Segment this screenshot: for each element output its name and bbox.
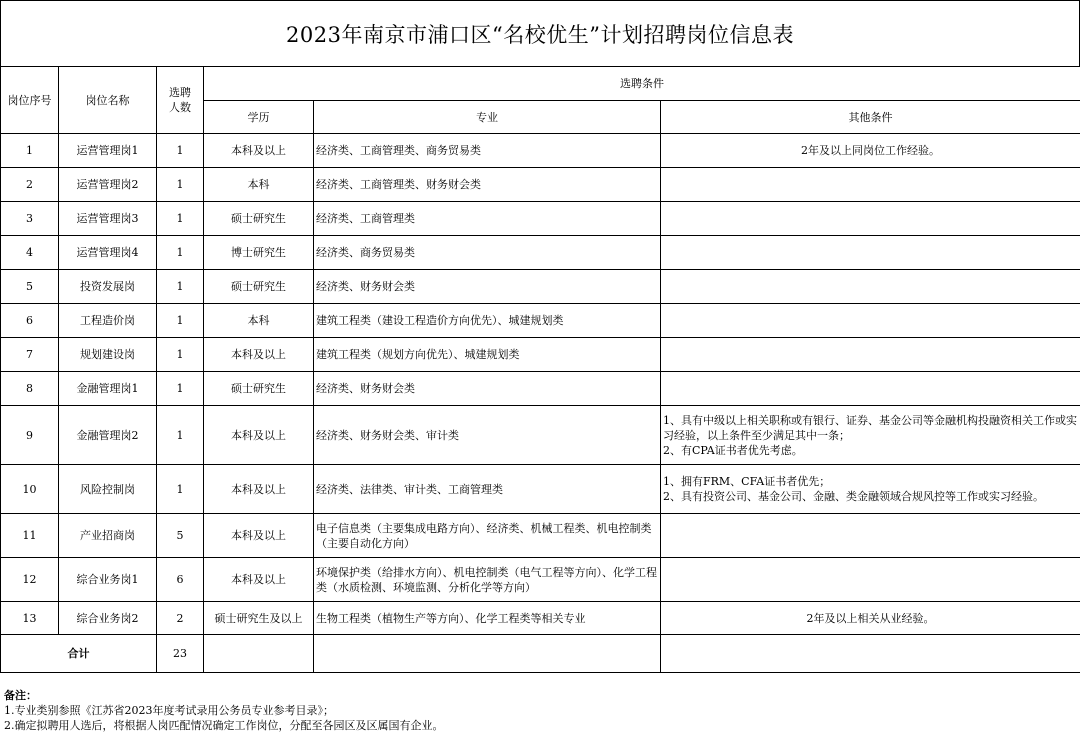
cell-other bbox=[661, 558, 1080, 602]
cell-major: 经济类、商务贸易类 bbox=[314, 236, 661, 270]
cell-education: 硕士研究生 bbox=[204, 202, 314, 236]
cell-name: 综合业务岗2 bbox=[59, 602, 157, 635]
cell-seq: 1 bbox=[1, 134, 59, 168]
cell-seq: 13 bbox=[1, 602, 59, 635]
notes-item: 1.专业类别参照《江苏省2023年度考试录用公务员专业参考目录》； bbox=[4, 704, 334, 717]
cell-count: 1 bbox=[157, 304, 204, 338]
cell-count: 6 bbox=[157, 558, 204, 602]
cell-name: 产业招商岗 bbox=[59, 514, 157, 558]
cell-count: 1 bbox=[157, 202, 204, 236]
cell-name: 金融管理岗1 bbox=[59, 372, 157, 406]
cell-seq: 2 bbox=[1, 168, 59, 202]
cell-count: 1 bbox=[157, 134, 204, 168]
header-row-1 bbox=[1, 67, 1080, 101]
total-education bbox=[204, 635, 314, 673]
table-row bbox=[1, 514, 1080, 558]
table-row bbox=[1, 270, 1080, 304]
notes bbox=[4, 688, 1074, 733]
cell-other bbox=[661, 202, 1080, 236]
table-row bbox=[1, 168, 1080, 202]
cell-count: 1 bbox=[157, 168, 204, 202]
table-row bbox=[1, 465, 1080, 514]
cell-major: 生物工程类（植物生产等方向）、化学工程类等相关专业 bbox=[314, 602, 661, 635]
cell-other: 1、具有中级以上相关职称或有银行、证券、基金公司等金融机构投融资相关工作或实习经验，以上条件至少满足其中一条； 2、有CPA证书者优先考虑。 bbox=[661, 406, 1080, 465]
cell-other bbox=[661, 514, 1080, 558]
table-row bbox=[1, 372, 1080, 406]
table-row bbox=[1, 338, 1080, 372]
header-other: 其他条件 bbox=[661, 101, 1080, 134]
cell-education: 本科及以上 bbox=[204, 465, 314, 514]
table-row bbox=[1, 558, 1080, 602]
cell-name: 工程造价岗 bbox=[59, 304, 157, 338]
table-row bbox=[1, 134, 1080, 168]
cell-other: 2年及以上相关从业经验。 bbox=[661, 602, 1080, 635]
total-count: 23 bbox=[157, 635, 204, 673]
cell-name: 运营管理岗2 bbox=[59, 168, 157, 202]
cell-major: 电子信息类（主要集成电路方向）、经济类、机械工程类、机电控制类（主要自动化方向） bbox=[314, 514, 661, 558]
total-other bbox=[661, 635, 1080, 673]
notes-head: 备注： bbox=[4, 689, 37, 702]
cell-name: 风险控制岗 bbox=[59, 465, 157, 514]
cell-other bbox=[661, 168, 1080, 202]
cell-seq: 10 bbox=[1, 465, 59, 514]
header-education: 学历 bbox=[204, 101, 314, 134]
cell-other: 2年及以上同岗位工作经验。 bbox=[661, 134, 1080, 168]
total-row bbox=[1, 635, 1080, 673]
table-row bbox=[1, 406, 1080, 465]
cell-name: 投资发展岗 bbox=[59, 270, 157, 304]
cell-other bbox=[661, 236, 1080, 270]
recruitment-table bbox=[0, 66, 1080, 673]
cell-education: 本科及以上 bbox=[204, 558, 314, 602]
cell-education: 硕士研究生 bbox=[204, 270, 314, 304]
table-row bbox=[1, 602, 1080, 635]
cell-education: 本科及以上 bbox=[204, 338, 314, 372]
cell-seq: 4 bbox=[1, 236, 59, 270]
header-name: 岗位名称 bbox=[59, 67, 157, 134]
cell-seq: 11 bbox=[1, 514, 59, 558]
cell-count: 1 bbox=[157, 372, 204, 406]
header-count bbox=[157, 67, 204, 134]
cell-seq: 9 bbox=[1, 406, 59, 465]
cell-education: 本科及以上 bbox=[204, 406, 314, 465]
cell-count: 1 bbox=[157, 465, 204, 514]
cell-seq: 3 bbox=[1, 202, 59, 236]
cell-count: 2 bbox=[157, 602, 204, 635]
cell-other bbox=[661, 372, 1080, 406]
total-major bbox=[314, 635, 661, 673]
cell-name: 运营管理岗4 bbox=[59, 236, 157, 270]
cell-education: 硕士研究生及以上 bbox=[204, 602, 314, 635]
cell-major: 建筑工程类（规划方向优先）、城建规划类 bbox=[314, 338, 661, 372]
total-label: 合计 bbox=[1, 635, 157, 673]
cell-major: 经济类、财务财会类 bbox=[314, 372, 661, 406]
cell-count: 1 bbox=[157, 406, 204, 465]
header-count-text: 选聘 人数 bbox=[169, 86, 191, 114]
cell-other: 1、拥有FRM、CFA证书者优先； 2、具有投资公司、基金公司、金融、类金融领域合规风控等工作或实习经验。 bbox=[661, 465, 1080, 514]
header-seq: 岗位序号 bbox=[1, 67, 59, 134]
cell-major: 经济类、法律类、审计类、工商管理类 bbox=[314, 465, 661, 514]
cell-seq: 12 bbox=[1, 558, 59, 602]
cell-name: 金融管理岗2 bbox=[59, 406, 157, 465]
cell-major: 经济类、工商管理类 bbox=[314, 202, 661, 236]
table-row bbox=[1, 304, 1080, 338]
cell-name: 运营管理岗1 bbox=[59, 134, 157, 168]
cell-seq: 8 bbox=[1, 372, 59, 406]
header-major: 专业 bbox=[314, 101, 661, 134]
cell-seq: 6 bbox=[1, 304, 59, 338]
cell-count: 5 bbox=[157, 514, 204, 558]
header-conditions: 选聘条件 bbox=[204, 67, 1080, 101]
cell-count: 1 bbox=[157, 236, 204, 270]
page-title: 2023年南京市浦口区“名校优生”计划招聘岗位信息表 bbox=[0, 0, 1080, 67]
cell-name: 规划建设岗 bbox=[59, 338, 157, 372]
cell-major: 经济类、工商管理类、财务财会类 bbox=[314, 168, 661, 202]
notes-item: 2.确定拟聘用人选后，将根据人岗匹配情况确定工作岗位，分配至各园区及区属国有企业。 bbox=[4, 719, 444, 732]
cell-other bbox=[661, 338, 1080, 372]
cell-education: 本科 bbox=[204, 304, 314, 338]
cell-education: 本科及以上 bbox=[204, 514, 314, 558]
table-row bbox=[1, 236, 1080, 270]
cell-education: 本科 bbox=[204, 168, 314, 202]
cell-count: 1 bbox=[157, 270, 204, 304]
cell-seq: 7 bbox=[1, 338, 59, 372]
cell-education: 博士研究生 bbox=[204, 236, 314, 270]
cell-major: 经济类、财务财会类 bbox=[314, 270, 661, 304]
table-row bbox=[1, 202, 1080, 236]
cell-education: 本科及以上 bbox=[204, 134, 314, 168]
cell-other bbox=[661, 270, 1080, 304]
cell-major: 经济类、财务财会类、审计类 bbox=[314, 406, 661, 465]
cell-major: 环境保护类（给排水方向）、机电控制类（电气工程等方向）、化学工程类（水质检测、环境监测、分析化学等方向） bbox=[314, 558, 661, 602]
cell-seq: 5 bbox=[1, 270, 59, 304]
cell-name: 运营管理岗3 bbox=[59, 202, 157, 236]
cell-name: 综合业务岗1 bbox=[59, 558, 157, 602]
cell-major: 经济类、工商管理类、商务贸易类 bbox=[314, 134, 661, 168]
cell-count: 1 bbox=[157, 338, 204, 372]
cell-major: 建筑工程类（建设工程造价方向优先）、城建规划类 bbox=[314, 304, 661, 338]
cell-education: 硕士研究生 bbox=[204, 372, 314, 406]
cell-other bbox=[661, 304, 1080, 338]
